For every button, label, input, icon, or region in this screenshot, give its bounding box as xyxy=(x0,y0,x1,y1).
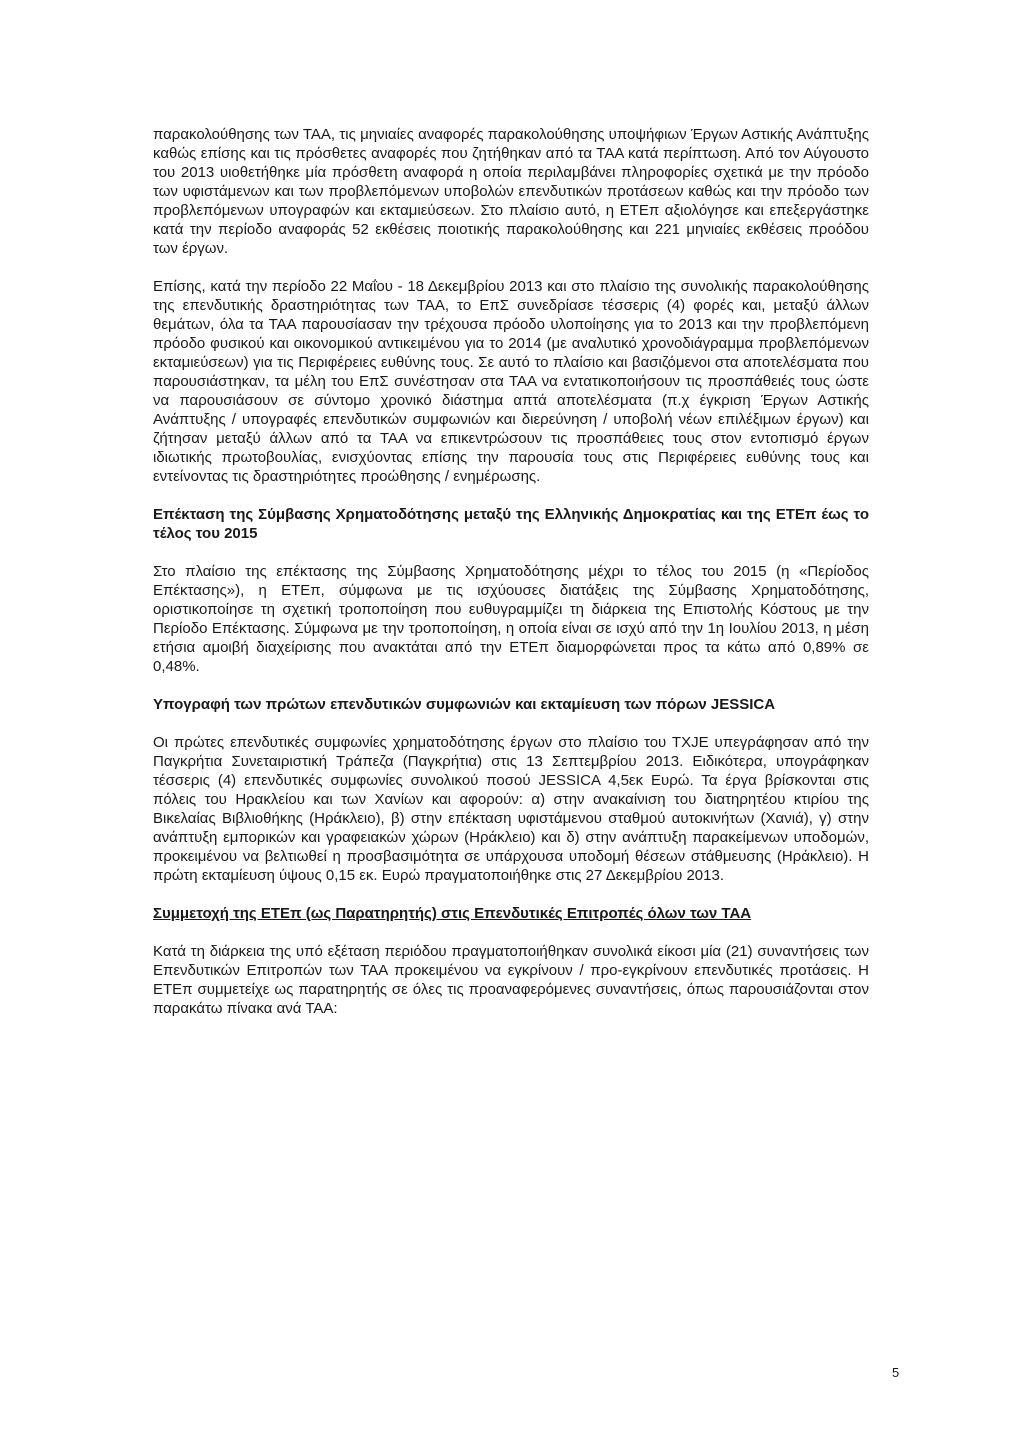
section-heading-extension: Επέκταση της Σύμβασης Χρηματοδότησης μεταξύ της Ελληνικής Δημοκρατίας και της ΕΤΕπ έως το τέλος του 2015 xyxy=(153,506,869,542)
paragraph-first-agreements: Οι πρώτες επενδυτικές συμφωνίες χρηματοδότησης έργων στο πλαίσιο του ΤΧJE υπεγράφησαν από την Παγκρήτια Συνεταιριστική Τράπεζα (Παγκρήτια) στις 13 Σεπτεμβρίου 2013. Ειδικότερα, υπογράφηκαν τέσσερις (4) επενδυτικές συμφωνίες συνολικού ποσού JESSICA 4,5εκ Ευρώ. Τα έργα βρίσκονται στις πόλεις του Ηρακλείου και των Χανίων και αφορούν: α) στην ανακαίνιση του διατηρητέου κτιρίου της Βικελαίας Βιβλιοθήκης (Ηράκλειο), β) στην επέκταση υφιστάμενου σταθμού αυτοκινήτων (Χανιά), γ) στην ανάπτυξη εμπορικών και γραφειακών χώρων (Ηράκλειο) και δ) στην ανάπτυξη παρακείμενων υποδομών, προκειμένου να βελτιωθεί η προσβασιμότητα σε υπάρχουσα υποδομή θέσεων στάθμευσης (Ηράκλειο). Η πρώτη εκταμίευση ύψους 0,15 εκ. Ευρώ πραγματοποιήθηκε στις 27 Δεκεμβρίου 2013. xyxy=(153,734,869,884)
paragraph-spacer xyxy=(153,486,869,505)
document-body xyxy=(153,125,869,1018)
page-number: 5 xyxy=(892,1365,900,1380)
paragraph-spacer xyxy=(153,923,869,942)
paragraph-monitoring-reports: παρακολούθησης των ΤΑΑ, τις μηνιαίες αναφορές παρακολούθησης υποψήφιων Έργων Αστικής Ανάπτυξης καθώς επίσης και τις πρόσθετες αναφορές που ζητήθηκαν από τα ΤΑΑ κατά περίπτωση. Από τον Αύγουστο του 2013 υιοθετήθηκε μία πρόσθετη αναφορά η οποία περιλαμβάνει πληροφορίες σχετικά με την πρόοδο των υφιστάμενων και των προβλεπόμενων υποβολών επενδυτικών προτάσεων καθώς και την πρόοδο των προβλεπόμενων υπογραφών και εκταμιεύσεων. Στο πλαίσιο αυτό, η ΕΤΕπ αξιολόγησε και επεξεργάστηκε κατά την περίοδο αναφοράς 52 εκθέσεις ποιοτικής παρακολούθησης και 221 μηνιαίες εκθέσεις προόδου των έργων. xyxy=(153,126,869,257)
paragraph-steering-committee: Επίσης, κατά την περίοδο 22 Μαΐου - 18 Δεκεμβρίου 2013 και στο πλαίσιο της συνολικής παρακολούθησης της επενδυτικής δραστηριότητας των ΤΑΑ, το ΕπΣ συνεδρίασε τέσσερις (4) φορές και, μεταξύ άλλων θεμάτων, όλα τα ΤΑΑ παρουσίασαν την τρέχουσα πρόοδο υλοποίησης για το 2013 και την προβλεπόμενη πρόοδο φυσικού και οικονομικού αντικειμένου για το 2014 (με αναλυτικό χρονοδιάγραμμα προβλεπόμενων εκταμιεύσεων) για τις Περιφέρειες ευθύνης τους. Σε αυτό το πλαίσιο και βασιζόμενοι στα αποτελέσματα που παρουσιάστηκαν, τα μέλη του ΕπΣ συνέστησαν στα ΤΑΑ να εντατικοποιήσουν τις προσπάθειές τους ώστε να παρουσιάσουν σε σύντομο χρονικό διάστημα απτά αποτελέσματα (π.χ έγκριση Έργων Αστικής Ανάπτυξης / υπογραφές επενδυτικών συμφωνιών και διερεύνηση / υποβολή νέων επιλέξιμων έργων) και ζήτησαν μεταξύ άλλων από τα ΤΑΑ να επικεντρώσουν τις προσπάθειες τους στον εντοπισμό έργων ιδιωτικής πρωτοβουλίας, ενισχύοντας επίσης την παρουσία τους στις Περιφέρειες ευθύνης τους και εντείνοντας τις δραστηριότητες προώθησης / ενημέρωσης. xyxy=(153,278,869,485)
paragraph-extension-period: Στο πλαίσιο της επέκτασης της Σύμβασης Χρηματοδότησης μέχρι το τέλος του 2015 (η «Περίοδος Επέκτασης»), η ΕΤΕπ, σύμφωνα με τις ισχύουσες διατάξεις της Σύμβασης Χρηματοδότησης, οριστικοποίησε τη σχετική τροποποίηση που ευθυγραμμίζει τη διάρκεια της Επιστολής Κόστους με την Περίοδο Επέκτασης. Σύμφωνα με την τροποποίηση, η οποία είναι σε ισχύ από την 1η Ιουλίου 2013, η μέση ετήσια αμοιβή διαχείρισης που ανακτάται από την ΕΤΕπ διαμορφώνεται προς τα κάτω από 0,89% σε 0,48%. xyxy=(153,563,869,675)
section-heading-investment-committees: Συμμετοχή της ΕΤΕπ (ως Παρατηρητής) στις Επενδυτικές Επιτροπές όλων των ΤΑΑ xyxy=(153,905,752,922)
paragraph-spacer xyxy=(153,714,869,733)
paragraph-spacer xyxy=(153,676,869,695)
paragraph-investment-committees: Κατά τη διάρκεια της υπό εξέταση περιόδου πραγματοποιήθηκαν συνολικά είκοσι μία (21) συναντήσεις των Επενδυτικών Επιτροπών των ΤΑΑ προκειμένου να εγκρίνουν / προ-εγκρίνουν επενδυτικές προτάσεις. Η ΕΤΕπ συμμετείχε ως παρατηρητής σε όλες τις προαναφερόμενες συναντήσεις, όπως παρουσιάζονται στον παρακάτω πίνακα ανά ΤΑΑ: xyxy=(153,943,869,1017)
paragraph-spacer xyxy=(153,258,869,277)
section-heading-first-agreements: Υπογραφή των πρώτων επενδυτικών συμφωνιών και εκταμίευση των πόρων JESSICA xyxy=(153,696,776,713)
paragraph-spacer xyxy=(153,885,869,904)
paragraph-spacer xyxy=(153,543,869,562)
